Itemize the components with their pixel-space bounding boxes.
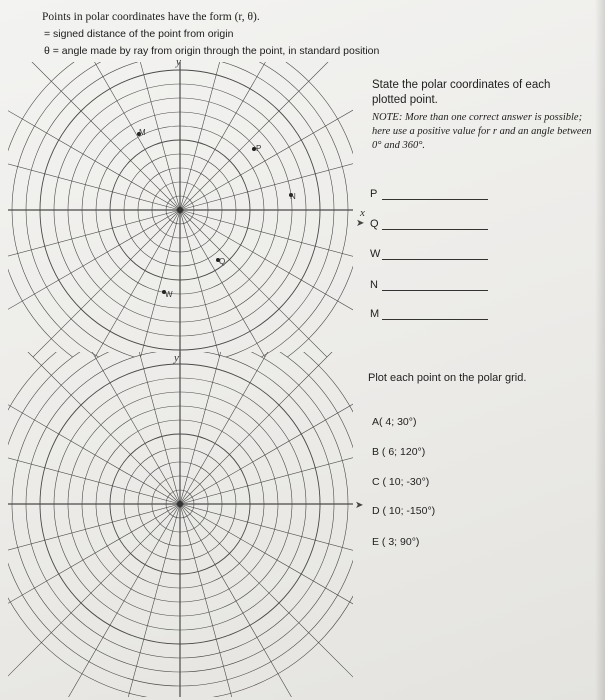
polar-ray [45, 504, 180, 697]
answer-line-q[interactable] [382, 229, 488, 230]
point-label-n: N [290, 192, 296, 201]
point-label-m: M [139, 128, 146, 137]
polar-ray [8, 210, 180, 357]
header-line-theta: θ = angle made by ray from origin through the point, in standard position [44, 45, 380, 57]
point-label-p: P [256, 144, 262, 153]
point-label-q: Q [219, 257, 226, 266]
polar-ray [113, 210, 180, 357]
point-label-w: W [165, 290, 173, 299]
point-e: E ( 3; 90°) [372, 536, 420, 548]
answer-line-m[interactable] [382, 319, 488, 320]
polar-ray [50, 62, 180, 210]
polar-grid-2[interactable] [8, 352, 353, 697]
polar-ray [180, 210, 247, 357]
point-b: B ( 6; 120°) [372, 446, 426, 458]
answer-line-w[interactable] [382, 259, 488, 260]
polar-ray [180, 210, 353, 357]
polar-ray [180, 62, 310, 210]
page-shadow [595, 0, 605, 700]
polar-ray [8, 504, 180, 639]
answer-label-m: M [370, 308, 380, 320]
polar-ray [8, 62, 180, 210]
answer-label-w: W [370, 248, 381, 260]
polar-ray [180, 369, 353, 504]
header-line-form: Points in polar coordinates have the form (r, θ). [42, 11, 260, 23]
answer-w[interactable] [370, 246, 488, 260]
x-axis-label-1: x [360, 207, 365, 219]
origin-dot [177, 501, 183, 507]
answer-q[interactable] [370, 216, 488, 230]
instruction-note: NOTE: More than one correct answer is possible; here use a positive value for r and an angle between 0° and 360°. [372, 112, 592, 151]
polar-ray [180, 62, 353, 210]
polar-ray [8, 369, 180, 504]
y-axis-label-1: y [176, 56, 181, 68]
answer-line-n[interactable] [382, 290, 488, 291]
point-d: D ( 10; -150°) [372, 505, 436, 517]
x-arrow-icon-1: ➤ [356, 218, 365, 229]
x-arrow-icon-2: ➤ [355, 500, 364, 511]
instruction-state: State the polar coordinates of each plotted point. [372, 79, 551, 106]
origin-dot [177, 207, 183, 213]
answer-m[interactable] [370, 306, 488, 320]
point-a: A( 4; 30°) [372, 416, 417, 428]
polar-ray [180, 504, 315, 697]
polar-ray [180, 504, 353, 639]
answer-label-n: N [370, 279, 378, 291]
header [0, 0, 605, 60]
instruction-plot: Plot each point on the polar grid. [368, 372, 527, 384]
answer-p[interactable] [370, 186, 488, 200]
polar-grid-1 [8, 62, 353, 357]
polar-ray [180, 504, 353, 695]
answer-line-p[interactable] [382, 199, 488, 200]
answer-n[interactable] [370, 277, 488, 291]
header-line-r: = signed distance of the point from origin [44, 28, 234, 40]
point-c: C ( 10; -30°) [372, 476, 430, 488]
answer-label-p: P [370, 188, 378, 200]
answer-label-q: Q [370, 218, 379, 230]
y-axis-label-2: y [174, 352, 179, 364]
